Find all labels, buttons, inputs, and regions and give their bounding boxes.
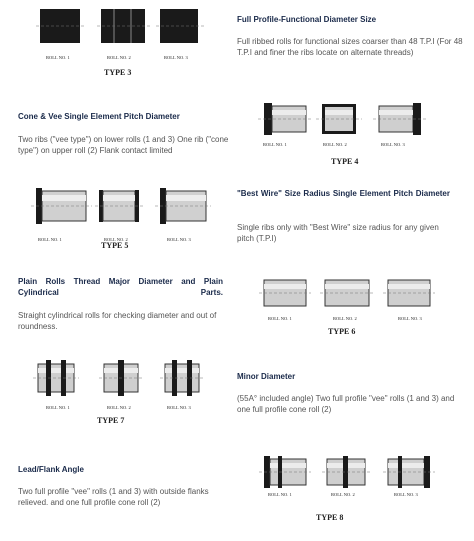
roll-label-2: ROLL NO. 2	[323, 142, 347, 147]
roll-label-3: ROLL NO. 3	[381, 142, 405, 147]
section-description: Straight cylindrical rolls for checking diameter and out of roundness.	[18, 311, 217, 331]
roll-label-1: ROLL NO. 1	[268, 316, 292, 321]
section-heading: Cone & Vee Single Element Pitch Diameter	[18, 112, 180, 121]
roll-label-3: ROLL NO. 3	[167, 237, 191, 242]
section-heading: Minor Diameter	[237, 372, 296, 381]
roll-label-2: ROLL NO. 2	[107, 405, 131, 410]
type-label: TYPE 6	[328, 327, 356, 336]
section-description: Full ribbed rolls for functional sizes coarser than 48 T.P.I (For 48 T.P.I and finer the ribs locate on alternate threads)	[237, 37, 463, 57]
type8-roll-3	[383, 456, 435, 488]
roll-label-3: ROLL NO. 3	[394, 492, 418, 497]
roll-label-2: ROLL NO. 2	[107, 55, 131, 60]
roll-label-1: ROLL NO. 1	[46, 405, 70, 410]
roll-label-1: ROLL NO. 1	[38, 237, 62, 242]
section-heading: "Best Wire" Size Radius Single Element Pitch Diameter	[237, 189, 450, 198]
section-heading: Plain Rolls Thread Major Diameter and Plain Cylindrical Parts.	[18, 277, 223, 297]
type-label: TYPE 5	[101, 241, 129, 250]
type-label: TYPE 3	[104, 68, 132, 77]
roll-label-3: ROLL NO. 3	[398, 316, 422, 321]
roll-label-3: ROLL NO. 3	[167, 405, 191, 410]
section-heading: Lead/Flank Angle	[18, 465, 84, 474]
section-heading: Full Profile-Functional Diameter Size	[237, 15, 377, 24]
type8-roll-2	[322, 456, 370, 488]
roll-label-2: ROLL NO. 2	[331, 492, 355, 497]
section-description: Two ribs ("vee type") on lower rolls (1 and 3) One rib ("cone type") on upper roll (2) Flank contact limited	[18, 135, 229, 155]
type8-roll-1	[259, 456, 311, 488]
type-label: TYPE 8	[316, 513, 344, 522]
roll-label-2: ROLL NO. 2	[333, 316, 357, 321]
type-label: TYPE 7	[97, 416, 125, 425]
roll-label-3: ROLL NO. 3	[164, 55, 188, 60]
roll-label-1: ROLL NO. 1	[263, 142, 287, 147]
roll-label-1: ROLL NO. 1	[46, 55, 70, 60]
section-description: Single ribs only with "Best Wire" size radius for any given pitch (T.P.I)	[237, 223, 439, 243]
type-label: TYPE 4	[331, 157, 359, 166]
section-description: (55A° included angle) Two full profile "vee" rolls (1 and 3) and one full profile cone roll (2)	[237, 394, 455, 414]
roll-label-1: ROLL NO. 1	[268, 492, 292, 497]
section-description: Two full profile "vee" rolls (1 and 3) with outside flanks relieved. and one full profile cone roll (2)	[18, 487, 209, 507]
roll-label-2: ROLL NO. 2	[104, 237, 128, 242]
